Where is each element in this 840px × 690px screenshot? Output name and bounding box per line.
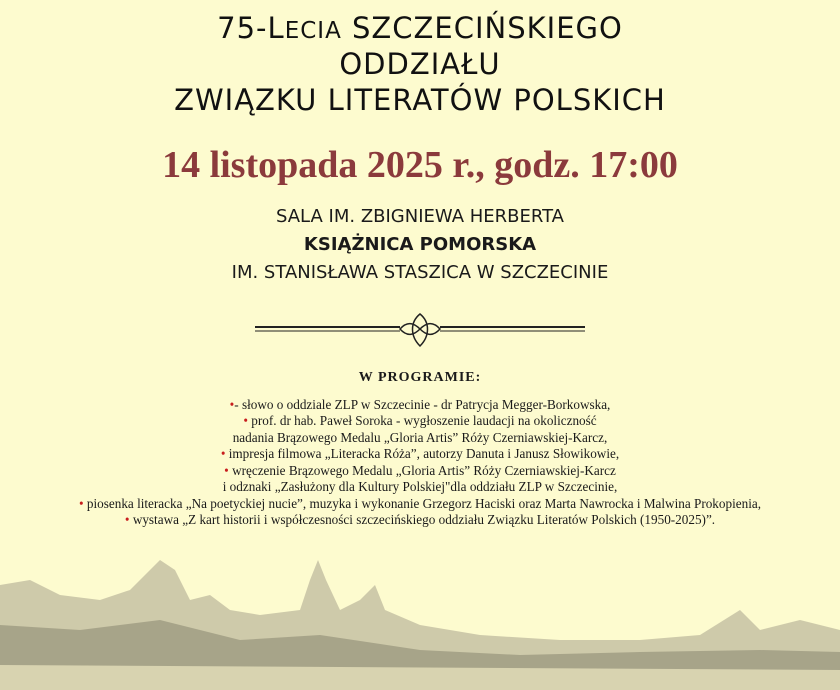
program-item: • impresja filmowa „Literacka Róża”, autorzy Danuta i Janusz Słowikowie, (220, 446, 620, 461)
ornament-divider (250, 310, 590, 350)
program-item: i odznaki „Zasłużony dla Kultury Polskiej"dla oddziału ZLP w Szczecinie, (222, 479, 618, 494)
program-item: • wystawa „Z kart historii i współczesności szczecińskiego oddziału Związku Literatów Polskich (1950-2025)”. (124, 512, 716, 527)
city-skyline-illustration (0, 540, 840, 690)
venue-address: IM. STANISŁAWA STASZICA W SZCZECINIE (231, 262, 609, 283)
title-line-2: ODDZIAŁU (339, 47, 501, 81)
venue-library: KSIĄŻNICA POMORSKA (303, 234, 537, 255)
program-item: •- słowo o oddziale ZLP w Szczecinie - dr Patrycja Megger-Borkowska, (229, 396, 611, 412)
venue-hall: SALA IM. ZBIGNIEWA HERBERTA (275, 206, 564, 227)
title-line-1: 75-LECIA SZCZECIŃSKIEGO (217, 11, 623, 45)
title-line-3: ZWIĄZKU LITERATÓW POLSKICH (174, 83, 666, 117)
program-item: • prof. dr hab. Paweł Soroka - wygłoszenie laudacji na okoliczność (243, 413, 597, 428)
program-item: • piosenka literacka „Na poetyckiej nucie”, muzyka i wykonanie Grzegorz Haciski oraz Marta Nawrocka i Malwina Prokopienia, (78, 495, 762, 511)
program-item: nadania Brązowego Medalu „Gloria Artis” Róży Czerniawskiej-Karcz, (232, 429, 608, 445)
program-item: • wręczenie Brązowego Medalu „Gloria Artis” Róży Czerniawskiej-Karcz (224, 462, 616, 478)
event-date: 14 listopada 2025 r., godz. 17:00 (162, 144, 678, 186)
program-section (0, 370, 840, 529)
program-heading: W PROGRAMIE: (358, 370, 482, 385)
